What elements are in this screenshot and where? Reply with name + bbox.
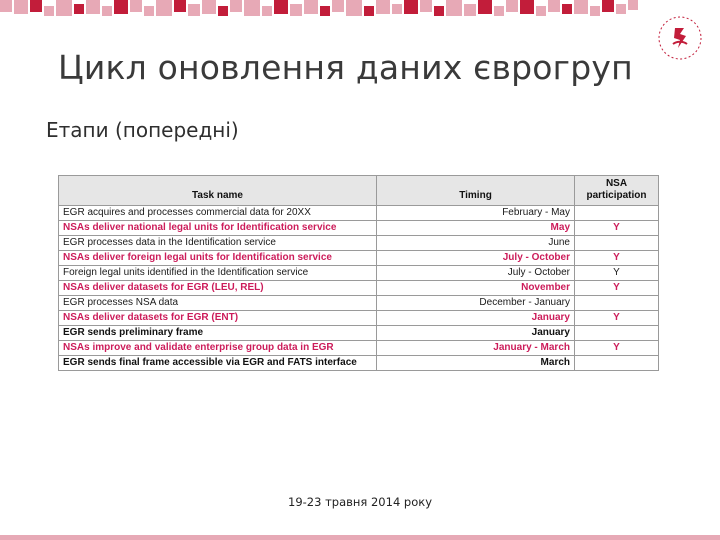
mosaic-tile	[86, 0, 100, 14]
mosaic-tile	[602, 0, 614, 12]
mosaic-tile	[464, 4, 476, 16]
table-row	[59, 311, 659, 326]
timing-cell: June	[377, 236, 575, 251]
mosaic-tile	[434, 6, 444, 16]
mosaic-tile	[548, 0, 560, 12]
timing-cell: March	[377, 356, 575, 371]
mosaic-tile	[562, 4, 572, 14]
mosaic-tile	[274, 0, 288, 14]
timing-cell: January	[377, 311, 575, 326]
mosaic-tile	[574, 0, 588, 14]
participation-cell	[575, 236, 659, 251]
mosaic-tile	[144, 6, 154, 16]
table-row	[59, 341, 659, 356]
timing-cell: July - October	[377, 266, 575, 281]
mosaic-tile	[320, 6, 330, 16]
mosaic-tile	[218, 6, 228, 16]
bottom-accent-bar	[0, 535, 720, 540]
participation-cell: Y	[575, 251, 659, 266]
task-cell: EGR sends final frame accessible via EGR and FATS interface	[59, 356, 377, 371]
table-row	[59, 206, 659, 221]
task-cell: NSAs deliver datasets for EGR (LEU, REL)	[59, 281, 377, 296]
mosaic-tile	[262, 6, 272, 16]
participation-cell: Y	[575, 266, 659, 281]
participation-cell	[575, 326, 659, 341]
timing-cell: January - March	[377, 341, 575, 356]
mosaic-tile	[506, 0, 518, 12]
mosaic-tile	[628, 0, 638, 10]
participation-cell	[575, 206, 659, 221]
table-row	[59, 236, 659, 251]
participation-cell: Y	[575, 221, 659, 236]
mosaic-tile	[494, 6, 504, 16]
table-row	[59, 221, 659, 236]
mosaic-tile	[56, 0, 72, 16]
participation-cell	[575, 296, 659, 311]
mosaic-tile	[478, 0, 492, 14]
mosaic-tile	[174, 0, 186, 12]
slide-title: Цикл оновлення даних єврогруп	[58, 48, 633, 87]
mosaic-tile	[30, 0, 42, 12]
participation-cell: Y	[575, 281, 659, 296]
table-row	[59, 296, 659, 311]
task-cell: NSAs deliver foreign legal units for Identification service	[59, 251, 377, 266]
table-row	[59, 251, 659, 266]
task-cell: EGR sends preliminary frame	[59, 326, 377, 341]
participation-cell	[575, 356, 659, 371]
table-body	[59, 206, 659, 371]
mosaic-tile	[346, 0, 362, 16]
timing-cell: November	[377, 281, 575, 296]
table-row	[59, 266, 659, 281]
mosaic-tile	[536, 6, 546, 16]
mosaic-tile	[156, 0, 172, 16]
mosaic-tile	[420, 0, 432, 12]
mosaic-tile	[130, 0, 142, 12]
mosaic-tile	[102, 6, 112, 16]
header-nsa-participation: NSA participation	[575, 176, 659, 206]
slide-footer-date: 19-23 травня 2014 року	[288, 495, 432, 509]
mosaic-tile	[332, 0, 344, 12]
mosaic-tile	[74, 4, 84, 14]
table-row	[59, 356, 659, 371]
mosaic-tile	[14, 0, 28, 14]
header-task-name: Task name	[59, 176, 377, 206]
mosaic-tile	[404, 0, 418, 14]
table-header-row	[59, 176, 659, 206]
mosaic-tile	[188, 4, 200, 16]
mosaic-tile	[446, 0, 462, 16]
table-row	[59, 326, 659, 341]
task-cell: Foreign legal units identified in the Identification service	[59, 266, 377, 281]
mosaic-tile	[364, 6, 374, 16]
mosaic-tile	[392, 4, 402, 14]
mosaic-tile	[376, 0, 390, 14]
header-mosaic-decoration	[0, 0, 640, 26]
mosaic-tile	[616, 4, 626, 14]
timing-cell: July - October	[377, 251, 575, 266]
mosaic-tile	[230, 0, 242, 12]
participation-cell: Y	[575, 341, 659, 356]
mosaic-tile	[0, 0, 12, 12]
timing-cell: May	[377, 221, 575, 236]
timing-cell: December - January	[377, 296, 575, 311]
task-cell: EGR processes data in the Identification service	[59, 236, 377, 251]
mosaic-tile	[244, 0, 260, 16]
university-logo	[656, 14, 704, 62]
timing-cell: January	[377, 326, 575, 341]
task-cell: NSAs deliver national legal units for Identification service	[59, 221, 377, 236]
task-cell: NSAs deliver datasets for EGR (ENT)	[59, 311, 377, 326]
header-timing: Timing	[377, 176, 575, 206]
timing-cell: February - May	[377, 206, 575, 221]
mosaic-tile	[590, 6, 600, 16]
mosaic-tile	[290, 4, 302, 16]
slide-subtitle: Етапи (попередні)	[46, 118, 239, 142]
mosaic-tile	[304, 0, 318, 14]
mosaic-tile	[202, 0, 216, 14]
task-cell: NSAs improve and validate enterprise group data in EGR	[59, 341, 377, 356]
task-cell: EGR acquires and processes commercial data for 20XX	[59, 206, 377, 221]
mosaic-tile	[114, 0, 128, 14]
egr-task-table	[58, 175, 659, 371]
task-cell: EGR processes NSA data	[59, 296, 377, 311]
table-row	[59, 281, 659, 296]
mosaic-tile	[520, 0, 534, 14]
participation-cell: Y	[575, 311, 659, 326]
mosaic-tile	[44, 6, 54, 16]
